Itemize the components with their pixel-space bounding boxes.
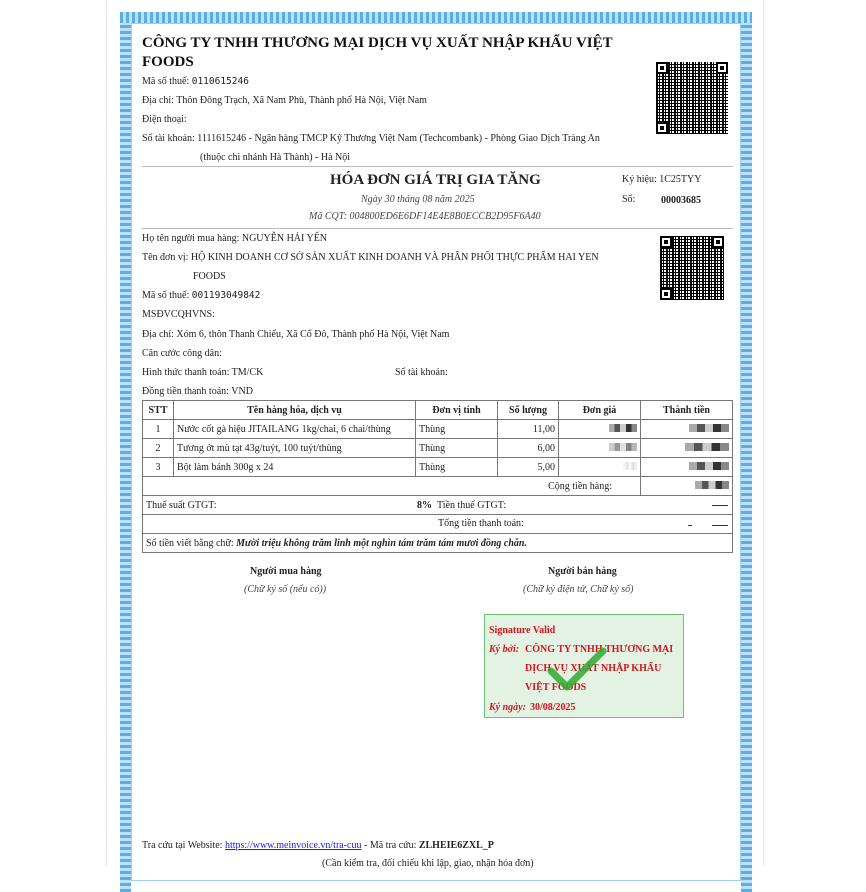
header-stt: STT bbox=[143, 401, 174, 420]
invoice-symbol: Ký hiệu: 1C25TYY bbox=[622, 174, 702, 185]
buyer-account: Số tài khoản: bbox=[395, 367, 448, 378]
divider bbox=[142, 228, 733, 229]
header-qty: Số lượng bbox=[498, 401, 559, 420]
invoice-date: Ngày 30 tháng 08 năm 2025 bbox=[361, 194, 475, 205]
redacted-total bbox=[688, 525, 728, 526]
lookup-line: Tra cứu tại Website: https://www.meinvoice.vn/tra-cuu - Mã tra cứu: ZLHEIE6ZXL_P bbox=[142, 840, 494, 851]
buyer-id-card: Căn cước công dân: bbox=[142, 348, 222, 359]
amount-in-words-row: Số tiền viết bằng chữ: Mười triệu không trăm linh một nghìn tám trăm tám mươi đồng chẵn. bbox=[143, 534, 733, 553]
invoice-number-label: Số: bbox=[622, 194, 636, 205]
table-row: 3 Bột làm bánh 300g x 24 Thùng 5,00 bbox=[143, 458, 733, 477]
buyer-sign-note: (Chữ ký số (nếu có)) bbox=[244, 584, 327, 595]
redacted-amount bbox=[641, 420, 733, 439]
buyer-unit: Tên đơn vị: HỘ KINH DOANH CƠ SỞ SẢN XUẤT KINH DOANH VÀ PHÂN PHỐI THỰC PHẨM HAI YEN bbox=[142, 252, 599, 263]
seller-tax: Mã số thuế: 0110615246 bbox=[142, 76, 249, 87]
invoice-cqt: Mã CQT: 004800ED6E6DF14E4E8B0ECCB2D95F6A40 bbox=[309, 211, 541, 222]
invoice-number: 00003685 bbox=[661, 195, 701, 206]
buyer-name: Họ tên người mua hàng: NGUYỄN HẢI YẾN bbox=[142, 233, 328, 244]
amount-in-words: Mười triệu không trăm linh một nghìn tám trăm tám mươi đồng chẵn. bbox=[236, 537, 527, 549]
header-name: Tên hàng hóa, dịch vụ bbox=[174, 401, 416, 420]
buyer-address: Địa chỉ: Xóm 6, thôn Thanh Chiểu, Xã Cổ Đô, Thành phố Hà Nội, Việt Nam bbox=[142, 329, 450, 340]
subtotal-row: Cộng tiền hàng: bbox=[143, 477, 733, 496]
payment-method: Hình thức thanh toán: TM/CK bbox=[142, 367, 264, 378]
redacted-amount bbox=[641, 458, 733, 477]
lookup-link[interactable]: https://www.meinvoice.vn/tra-cuu bbox=[224, 840, 362, 851]
buyer-tax: Mã số thuế: 001193049842 bbox=[142, 290, 261, 301]
buyer-unit-cont: FOODS bbox=[193, 271, 226, 282]
table-row: 1 Nước cốt gà hiệu JITAILANG 1kg/chai, 6 chai/thùng Thùng 11,00 bbox=[143, 420, 733, 439]
redacted-price bbox=[559, 439, 641, 458]
table-header bbox=[143, 401, 733, 420]
seller-phone: Điện thoại: bbox=[142, 114, 187, 125]
seller-qr-code bbox=[656, 62, 728, 134]
vat-row: Thuế suất GTGT: 8% Tiền thuế GTGT: bbox=[143, 496, 733, 515]
lookup-code: ZLHEIE6ZXL_P bbox=[418, 840, 494, 851]
total-row: Tổng tiền thanh toán: bbox=[143, 515, 733, 534]
vat-rate: 8% bbox=[417, 499, 432, 511]
check-icon bbox=[545, 645, 611, 695]
seller-address: Địa chỉ: Thôn Đông Trạch, Xã Nam Phù, Thành phố Hà Nội, Việt Nam bbox=[142, 95, 427, 106]
redacted-vat bbox=[712, 505, 728, 506]
header-amount: Thành tiền bbox=[641, 401, 733, 420]
header-unit: Đơn vị tính bbox=[416, 401, 498, 420]
seller-account: Số tài khoản: 1111615246 - Ngân hàng TMCP Kỹ Thương Việt Nam (Techcombank) - Phòng Giao Dịch Tràng An bbox=[142, 133, 600, 144]
footer-note: (Cần kiểm tra, đối chiếu khi lập, giao, nhận hóa đơn) bbox=[322, 858, 534, 869]
table-row: 2 Tương ớt mù tạt 43g/tuýt, 100 tuýt/thùng Thùng 6,00 bbox=[143, 439, 733, 458]
buyer-msdv: MSĐVCQHVNS: bbox=[142, 309, 215, 320]
digital-signature-box: Signature Valid Ký bởi: CÔNG TY TNHH THƯƠNG MẠI DỊCH VỤ XUẤT NHẬP KHẨU VIỆT FOODS Ký ngày: 30/08/2025 bbox=[484, 614, 684, 718]
invoice-title: HÓA ĐƠN GIÁ TRỊ GIA TĂNG bbox=[330, 172, 541, 188]
seller-sign-title: Người bán hàng bbox=[548, 566, 617, 577]
currency: Đồng tiền thanh toán: VND bbox=[142, 386, 253, 397]
seller-sign-note: (Chữ ký điện tử, Chữ ký số) bbox=[523, 584, 634, 595]
header-price: Đơn giá bbox=[559, 401, 641, 420]
divider bbox=[142, 166, 733, 167]
buyer-sign-title: Người mua hàng bbox=[250, 566, 322, 577]
seller-account-branch: (thuộc chi nhánh Hà Thành) - Hà Nội bbox=[200, 152, 351, 163]
buyer-qr-code bbox=[660, 236, 724, 300]
redacted-price bbox=[559, 420, 641, 439]
redacted-amount bbox=[641, 439, 733, 458]
items-table bbox=[142, 400, 733, 553]
redacted-price bbox=[559, 458, 641, 477]
seller-name: CÔNG TY TNHH THƯƠNG MẠI DỊCH VỤ XUẤT NHẬP KHẨU VIỆT FOODS bbox=[142, 35, 613, 70]
redacted-subtotal bbox=[641, 477, 733, 496]
